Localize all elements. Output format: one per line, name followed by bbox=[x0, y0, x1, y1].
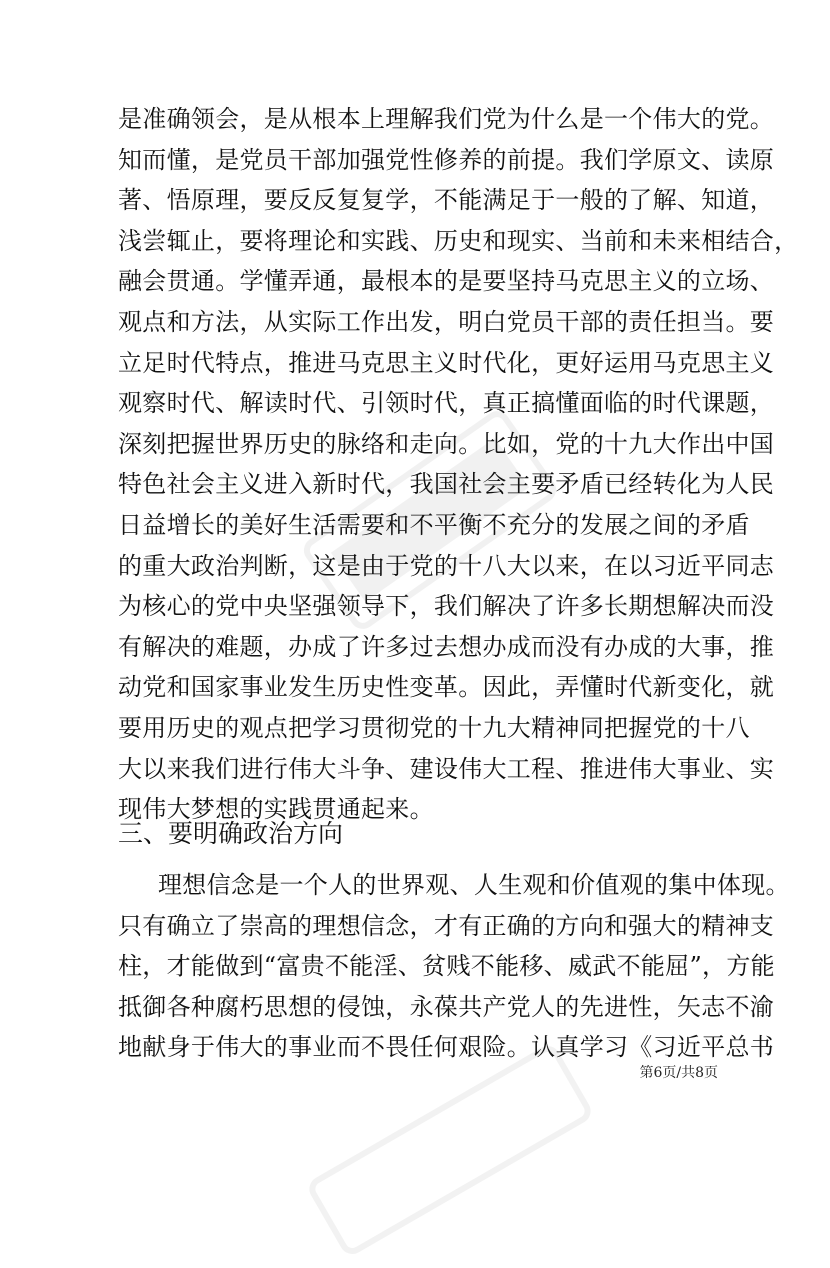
paragraph-line: 特色社会主义进入新时代，我国社会主要矛盾已经转化为人民 bbox=[118, 470, 775, 499]
paragraph-line: 知而懂，是党员干部加强党性修养的前提。我们学原文、读原 bbox=[118, 145, 775, 174]
paragraph-line: 现伟大梦想的实践贯通起来。 bbox=[118, 795, 434, 824]
section-heading: 三、要明确政治方向 bbox=[118, 819, 344, 848]
paragraph-line: 柱，才能做到“富贵不能淫、贫贱不能移、威武不能屈”，方能 bbox=[118, 952, 775, 981]
paragraph-line: 理想信念是一个人的世界观、人生观和价值观的集中体现。 bbox=[158, 871, 790, 899]
paragraph-line: 著、悟原理，要反反复复学，不能满足于一般的了解、知道， bbox=[118, 186, 775, 215]
paragraph-line: 为核心的党中央坚强领导下，我们解决了许多长期想解决而没 bbox=[118, 592, 775, 621]
paragraph-line: 要用历史的观点把学习贯彻党的十九大精神同把握党的十八 bbox=[118, 713, 750, 742]
paragraph-line: 日益增长的美好生活需要和不平衡不充分的发展之间的矛盾 bbox=[118, 510, 750, 539]
paragraph-line: 抵御各种腐朽思想的侵蚀，永葆共产党人的先进性，矢志不渝 bbox=[118, 992, 775, 1021]
paragraph-line: 有解决的难题，办成了许多过去想办成而没有办成的大事，推 bbox=[118, 632, 775, 661]
paragraph-line: 浅尝辄止，要将理论和实践、历史和现实、当前和未来相结合， bbox=[118, 226, 799, 255]
paragraph-line: 大以来我们进行伟大斗争、建设伟大工程、推进伟大事业、实 bbox=[118, 754, 775, 783]
paragraph-line: 动党和国家事业发生历史性变革。因此，弄懂时代新变化，就 bbox=[118, 673, 775, 702]
paragraph-line: 观点和方法，从实际工作出发，明白党员干部的责任担当。要 bbox=[118, 307, 775, 336]
paragraph-2 bbox=[118, 865, 790, 1068]
paragraph-line: 融会贯通。学懂弄通，最根本的是要坚持马克思主义的立场、 bbox=[118, 267, 775, 296]
page-number-footer: 第6页/共8页 bbox=[639, 1065, 718, 1081]
paragraph-line: 的重大政治判断，这是由于党的十八大以来，在以习近平同志 bbox=[118, 551, 775, 580]
paragraph-line: 是准确领会，是从根本上理解我们党为什么是一个伟大的党。 bbox=[118, 105, 775, 133]
paragraph-line: 观察时代、解读时代、引领时代，真正搞懂面临的时代课题， bbox=[118, 389, 775, 418]
paragraph-line: 地献身于伟大的事业而不畏任何艰险。认真学习《习近平总书 bbox=[118, 1033, 775, 1062]
paragraph-line: 只有确立了崇高的理想信念，才有正确的方向和强大的精神支 bbox=[118, 911, 775, 940]
paragraph-line: 立足时代特点，推进马克思主义时代化，更好运用马克思主义 bbox=[118, 348, 775, 377]
paragraph-line: 深刻把握世界历史的脉络和走向。比如，党的十九大作出中国 bbox=[118, 429, 775, 458]
paragraph-1 bbox=[118, 99, 799, 830]
